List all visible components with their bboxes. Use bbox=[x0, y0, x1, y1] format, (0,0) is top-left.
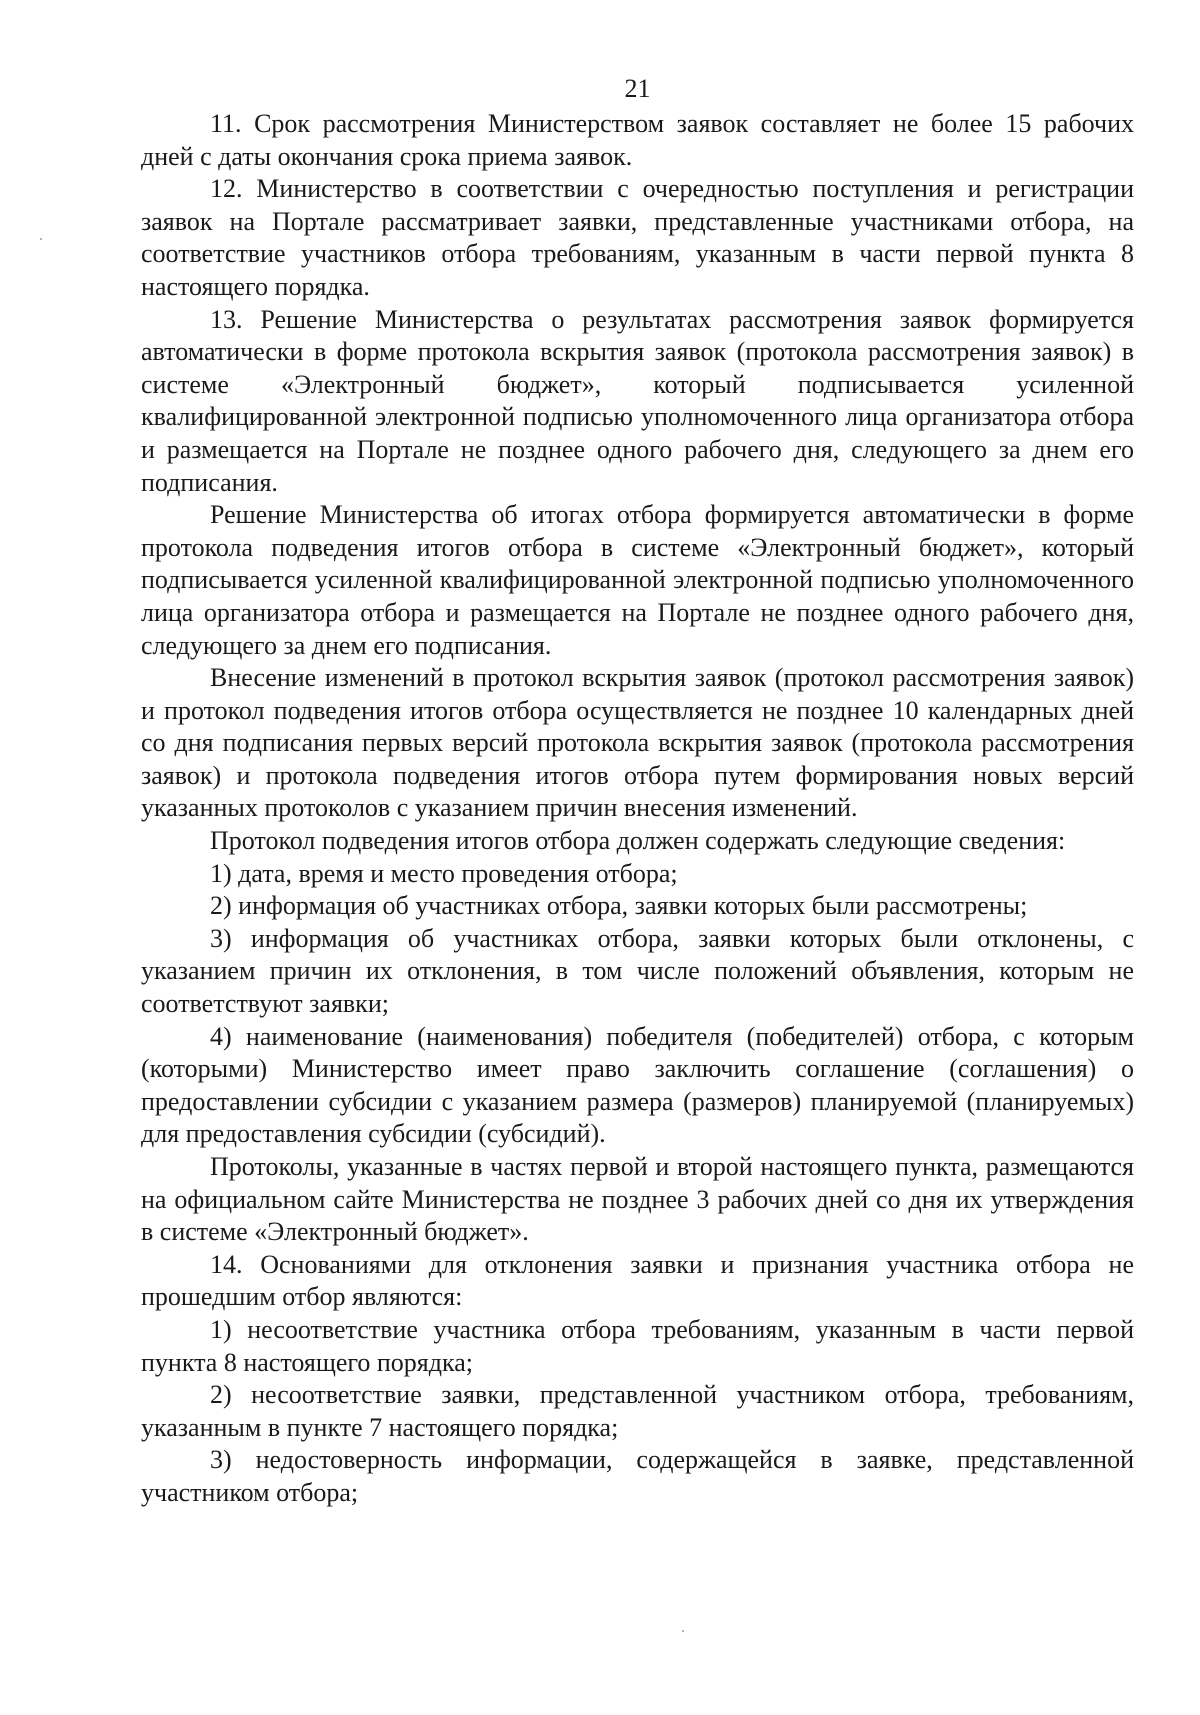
paragraph-11: 11. Срок рассмотрения Министерством заявок составляет не более 15 рабочих дней с даты окончания срока приема заявок. bbox=[141, 109, 1134, 171]
paragraph-12: 12. Министерство в соответствии с очередностью поступления и регистрации заявок на Портале рассматривает заявки, представленные участниками отбора, на соответствие участников отбора требованиям, указанным в части первой пункта 8 настоящего порядка. bbox=[141, 174, 1134, 301]
paragraph-14: 14. Основаниями для отклонения заявки и признания участника отбора не прошедшим отбор являются: bbox=[141, 1249, 1134, 1312]
paragraph-13-amendments: Внесение изменений в протокол вскрытия заявок (протокол рассмотрения заявок) и протокол подведения итогов отбора осуществляется не позднее 10 календарных дней со дня подписания первых версий протокола вскрытия заявок (протокола рассмотрения заявок) и протокола подведения итогов отбора путем формирования новых версий указанных протоколов с указанием причин внесения изменений. bbox=[141, 663, 1134, 823]
scan-speck bbox=[40, 238, 42, 240]
scan-speck bbox=[682, 1630, 684, 1632]
list-item-14-1: 1) несоответствие участника отбора требованиям, указанным в части первой пункта 8 настоящего порядка; bbox=[141, 1314, 1134, 1377]
list-item-14-2: 2) несоответствие заявки, представленной участником отбора, требованиям, указанным в пункте 7 настоящего порядка; bbox=[141, 1380, 1134, 1442]
list-item-13-1: 1) дата, время и место проведения отбора; bbox=[210, 858, 678, 888]
paragraph-13-protocol-contents: Протокол подведения итогов отбора должен содержать следующие сведения: bbox=[210, 826, 1066, 856]
paragraph-13-results: Решение Министерства об итогах отбора формируется автоматически в форме протокола подведения итогов отбора в системе «Электронный бюджет», который подписывается усиленной квалифицированной электронной подписью уполномоченного лица организатора отбора и размещается на Портале не позднее одного рабочего дня, следующего за днем его подписания. bbox=[141, 500, 1134, 660]
document-body bbox=[141, 108, 1134, 1510]
list-item-13-3: 3) информация об участниках отбора, заявки которых были отклонены, с указанием причин их отклонения, в том числе положений объявления, которым не соответствуют заявки; bbox=[141, 923, 1134, 1019]
list-item-13-2: 2) информация об участниках отбора, заявки которых были рассмотрены; bbox=[210, 891, 1028, 921]
page-number: 21 bbox=[624, 74, 651, 103]
paragraph-13: 13. Решение Министерства о результатах рассмотрения заявок формируется автоматически в форме протокола вскрытия заявок (протокола рассмотрения заявок) в системе «Электронный бюджет», который подписывается усиленной квалифицированной электронной подписью уполномоченного лица организатора отбора и размещается на Портале не позднее одного рабочего дня, следующего за днем его подписания. bbox=[141, 304, 1134, 497]
list-item-13-4: 4) наименование (наименования) победителя (победителей) отбора, с которым (которыми) Министерство имеет право заключить соглашение (соглашения) о предоставлении субсидии с указанием размера (размеров) планируемой (планируемых) для предоставления субсидии (субсидий). bbox=[141, 1021, 1134, 1149]
list-item-14-3: 3) недостоверность информации, содержащейся в заявке, представленной участником отбора; bbox=[141, 1445, 1134, 1507]
paragraph-13-publication: Протоколы, указанные в частях первой и второй настоящего пункта, размещаются на официальном сайте Министерства не позднее 3 рабочих дней со дня их утверждения в системе «Электронный бюджет». bbox=[141, 1152, 1134, 1247]
